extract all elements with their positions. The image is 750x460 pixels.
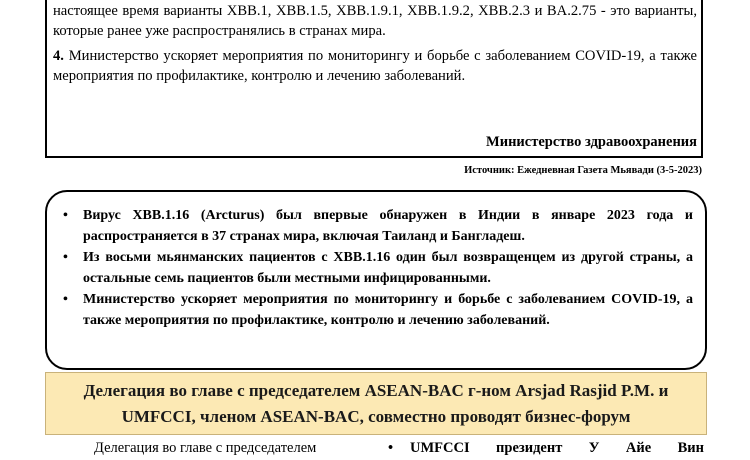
paragraph-4-text: Министерство ускоряет мероприятия по мониторингу и борьбе с заболеванием COVID-19, а также мероприятия по профилактике, контролю и лечению заболеваний. — [53, 48, 697, 84]
summary-item — [61, 248, 693, 289]
word: президент — [496, 440, 563, 456]
summary-item — [61, 290, 693, 331]
word: Вин — [677, 440, 704, 456]
bullet-icon: • — [63, 250, 68, 265]
summary-list — [61, 206, 693, 331]
article-box — [45, 0, 703, 158]
next-article-right-column — [388, 440, 704, 457]
bullet-icon: • — [63, 208, 68, 223]
summary-item — [61, 206, 693, 247]
headline-line-1: Делегация во главе с председателем ASEAN-BAC г-ном Arsjad Rasjid P.M. и — [83, 381, 669, 400]
article-headline — [45, 372, 707, 435]
paragraph-4 — [53, 47, 697, 86]
summary-item-text: Из восьми мьянманских пациентов с XBB.1.16 один был возвращенцем из другой страны, а остальные семь пациентов были местными инфицированными. — [83, 250, 693, 286]
summary-item-text: Министерство ускоряет мероприятия по мониторингу и борьбе с заболеванием COVID-19, а также мероприятия по профилактике, контролю и лечению заболеваний. — [83, 292, 693, 328]
summary-item-text: Вирус XBB.1.16 (Arcturus) был впервые обнаружен в Индии в январе 2023 года и распространяется в 37 странах мира, включая Таиланд и Бангладеш. — [83, 208, 693, 244]
bullet-icon: • — [388, 440, 394, 456]
paragraph-4-number: 4. — [53, 48, 64, 64]
headline-line-2: UMFCCI, членом ASEAN-BAC, совместно проводят бизнес-форум — [121, 407, 631, 426]
word: Айе — [625, 440, 652, 456]
next-article-left-column: Делегация во главе с председателем — [94, 440, 317, 456]
paragraph-variants: настоящее время варианты XBB.1, XBB.1.5, XBB.1.9.1, XBB.1.9.2, XBB.2.3 и BA.2.75 - это варианты, которые ранее уже распространялись в странах мира. — [53, 3, 697, 39]
right-column-text — [410, 440, 704, 457]
source-line: Источник: Ежедневная Газета Мьявади (3-5-2023) — [464, 165, 702, 176]
bullet-icon: • — [63, 292, 68, 307]
ministry-signature: Министерство здравоохранения — [486, 134, 697, 150]
word: У — [588, 440, 600, 456]
word: UMFCCI — [410, 440, 470, 456]
summary-box — [45, 190, 707, 370]
